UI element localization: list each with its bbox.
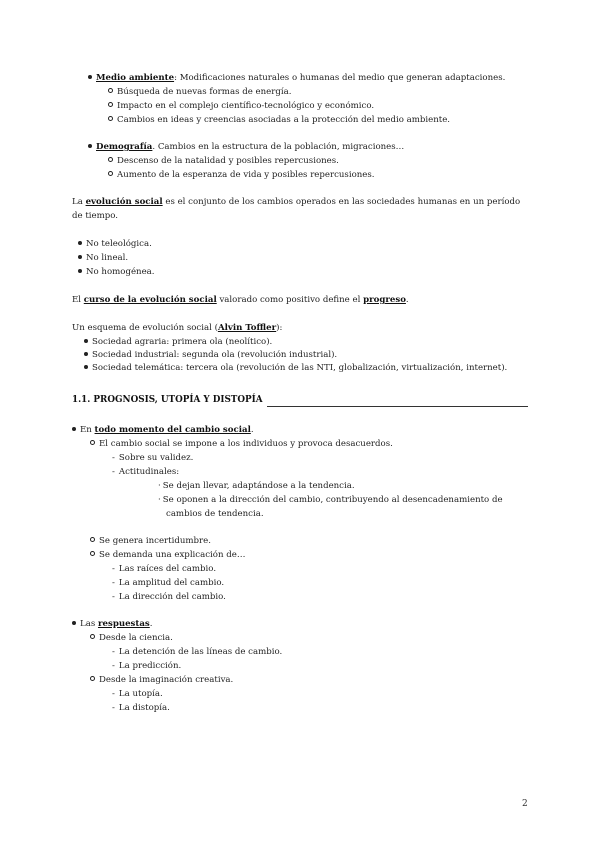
bullet-icon (90, 676, 95, 681)
bullet-icon (84, 365, 88, 369)
page-number: 2 (522, 799, 528, 809)
bullet-icon (88, 144, 92, 148)
section-heading: 1.1. PROGNOSIS, UTOPÍA Y DISTOPÍA (72, 394, 528, 407)
list-item-medio-ambiente (88, 72, 505, 85)
paragraph-evolucion: La evolución social es el conjunto de los cambios operados en las sociedades humanas en un período (72, 197, 521, 207)
bullet-icon (108, 157, 113, 162)
bullet-icon (90, 440, 95, 445)
bullet-icon (72, 621, 76, 625)
list-item: Sociedad agraria: primera ola (neolítico). (84, 336, 272, 349)
bullet-icon (84, 352, 88, 356)
list-item: Desde la imaginación creativa. (90, 674, 233, 687)
bullet-icon (108, 102, 113, 107)
bullet-icon (78, 241, 82, 245)
list-item: Cambios en ideas y creencias asociadas a la protección del medio ambiente. (108, 114, 450, 127)
list-item: - La predicción. (112, 661, 182, 671)
list-item-todo-momento: En todo momento del cambio social. (72, 424, 254, 437)
list-item: Impacto en el complejo científico-tecnológico y económico. (108, 100, 374, 113)
list-item: No homogénea. (78, 266, 155, 279)
list-item: Se genera incertidumbre. (90, 535, 211, 548)
list-item: Descenso de la natalidad y posibles repercusiones. (108, 155, 339, 168)
list-item-cont: cambios de tendencia. (166, 509, 264, 519)
list-item: - Sobre su validez. (112, 453, 194, 463)
list-item: No teleológica. (78, 238, 152, 251)
heading-rule (267, 398, 528, 407)
bullet-icon (90, 537, 95, 542)
list-item: Se demanda una explicación de… (90, 549, 245, 562)
list-item: - La dirección del cambio. (112, 592, 226, 602)
term-medio-ambiente: Medio ambiente (96, 73, 175, 83)
bullet-icon (72, 427, 76, 431)
list-item: - Las raíces del cambio. (112, 564, 217, 574)
list-item-demografia: Demografía. Cambios en la estructura de la población, migraciones… (88, 141, 404, 154)
list-item: Sociedad industrial: segunda ola (revolución industrial). (84, 349, 337, 362)
bullet-icon (84, 339, 88, 343)
list-item: Aumento de la esperanza de vida y posibles repercusiones. (108, 169, 375, 182)
list-item: - La amplitud del cambio. (112, 578, 225, 588)
bullet-icon (108, 88, 113, 93)
list-item: El cambio social se impone a los individuos y provoca desacuerdos. (90, 438, 393, 451)
list-item: No lineal. (78, 252, 128, 265)
list-item: - La utopía. (112, 689, 163, 699)
bullet-icon (90, 551, 95, 556)
list-item: Desde la ciencia. (90, 632, 173, 645)
list-item: - La distopía. (112, 703, 170, 713)
list-item: · Se oponen a la dirección del cambio, contribuyendo al desencadenamiento de (158, 495, 503, 505)
paragraph-curso: El curso de la evolución social valorado como positivo define el progreso. (72, 295, 409, 305)
paragraph-toffler: Un esquema de evolución social (Alvin Toffler): (72, 323, 283, 333)
bullet-icon (108, 116, 113, 121)
term-demografia: Demografía (96, 142, 153, 152)
bullet-icon (108, 171, 113, 176)
bullet-icon (78, 255, 82, 259)
list-item: - Actitudinales: (112, 467, 180, 477)
list-item: Sociedad telemática: tercera ola (revolución de las NTI, globalización, virtualización, internet). (84, 362, 507, 375)
list-item: Búsqueda de nuevas formas de energía. (108, 86, 291, 99)
list-item: · Se dejan llevar, adaptándose a la tendencia. (158, 481, 355, 491)
paragraph-evolucion-cont: de tiempo. (72, 211, 119, 221)
definition-text: : Modificaciones naturales o humanas del medio que generan adaptaciones. (174, 73, 506, 83)
list-item-respuestas: Las respuestas. (72, 618, 153, 631)
bullet-icon (90, 634, 95, 639)
list-item: - La detención de las líneas de cambio. (112, 647, 283, 657)
bullet-icon (88, 75, 92, 79)
bullet-icon (78, 269, 82, 273)
